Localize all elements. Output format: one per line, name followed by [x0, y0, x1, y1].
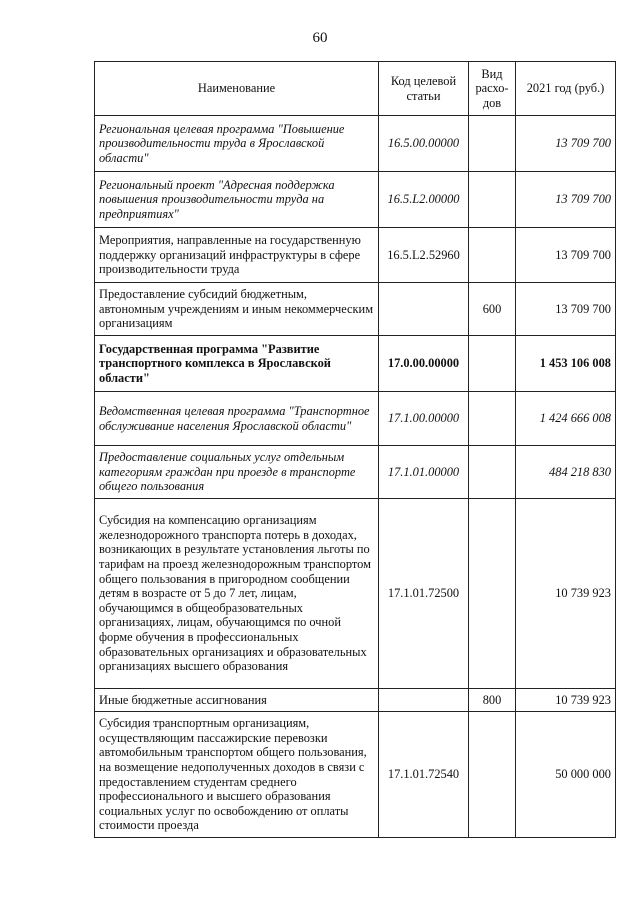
- row-name: Региональная целевая программа "Повышение производительности труда в Ярославской области": [95, 116, 379, 172]
- row-target-code: 17.0.00.00000: [379, 336, 469, 392]
- row-expense-kind: 600: [469, 283, 516, 336]
- row-target-code: 17.1.01.00000: [379, 446, 469, 499]
- row-target-code: [379, 689, 469, 712]
- row-amount: 484 218 830: [516, 446, 616, 499]
- table-row: [95, 392, 616, 446]
- row-name: Мероприятия, направленные на государственную поддержку организаций инфраструктуры в сфере производительности труда: [95, 228, 379, 283]
- row-amount: 13 709 700: [516, 228, 616, 283]
- row-expense-kind: [469, 116, 516, 172]
- table-body: [95, 116, 616, 838]
- budget-table: [94, 61, 616, 838]
- row-name: Ведомственная целевая программа "Транспортное обслуживание населения Ярославской области": [95, 392, 379, 446]
- row-target-code: 17.1.01.72540: [379, 712, 469, 838]
- table-row: [95, 116, 616, 172]
- row-amount: 10 739 923: [516, 499, 616, 689]
- table-row: [95, 446, 616, 499]
- table-header-row: [95, 62, 616, 116]
- page-number: 60: [312, 30, 328, 46]
- row-target-code: 16.5.00.00000: [379, 116, 469, 172]
- row-expense-kind: [469, 392, 516, 446]
- row-expense-kind: [469, 499, 516, 689]
- header-target-code: Код целевой статьи: [379, 62, 469, 116]
- row-amount: 50 000 000: [516, 712, 616, 838]
- row-amount: 1 424 666 008: [516, 392, 616, 446]
- row-target-code: 17.1.00.00000: [379, 392, 469, 446]
- table-row: [95, 712, 616, 838]
- row-target-code: 16.5.L2.52960: [379, 228, 469, 283]
- row-name: Субсидия на компенсацию организациям железнодорожного транспорта потерь в доходах, возникающих в результате установления льготы по тарифам на проезд железнодорожным транспортом общего пользования в пригородном сообщении детям в возрасте от 5 до 7 лет, лицам, обучающимся в общеобразовательных организациях, лицам, обучающимся по очной форме обучения в профессиональных образовательных организациях и образовательных организациях высшего образования: [95, 499, 379, 689]
- row-expense-kind: [469, 446, 516, 499]
- row-target-code: 16.5.L2.00000: [379, 172, 469, 228]
- header-expense-kind: Вид расхо-дов: [469, 62, 516, 116]
- table-row: [95, 336, 616, 392]
- row-expense-kind: [469, 712, 516, 838]
- table-row: [95, 283, 616, 336]
- row-expense-kind: [469, 172, 516, 228]
- row-amount: 13 709 700: [516, 116, 616, 172]
- table-row: [95, 228, 616, 283]
- header-name: Наименование: [95, 62, 379, 116]
- row-target-code: 17.1.01.72500: [379, 499, 469, 689]
- table-row: [95, 689, 616, 712]
- row-name: Предоставление субсидий бюджетным, автономным учреждениям и иным некоммерческим организациям: [95, 283, 379, 336]
- row-name: Региональный проект "Адресная поддержка повышения производительности труда на предприятиях": [95, 172, 379, 228]
- row-name: Иные бюджетные ассигнования: [95, 689, 379, 712]
- row-target-code: [379, 283, 469, 336]
- row-expense-kind: [469, 228, 516, 283]
- row-expense-kind: [469, 336, 516, 392]
- row-amount: 10 739 923: [516, 689, 616, 712]
- row-name: Государственная программа "Развитие транспортного комплекса в Ярославской области": [95, 336, 379, 392]
- row-name: Предоставление социальных услуг отдельным категориям граждан при проезде в транспорте общего пользования: [95, 446, 379, 499]
- row-name: Субсидия транспортным организациям, осуществляющим пассажирские перевозки автомобильным транспортом общего пользования, на возмещение недополученных доходов в связи с предоставлением студентам среднего профессионального и высшего образования социальных услуг по освобождению от оплаты стоимости проезда: [95, 712, 379, 838]
- header-amount-2021: 2021 год (руб.): [516, 62, 616, 116]
- row-expense-kind: 800: [469, 689, 516, 712]
- table-row: [95, 499, 616, 689]
- table-row: [95, 172, 616, 228]
- row-amount: 13 709 700: [516, 172, 616, 228]
- row-amount: 13 709 700: [516, 283, 616, 336]
- row-amount: 1 453 106 008: [516, 336, 616, 392]
